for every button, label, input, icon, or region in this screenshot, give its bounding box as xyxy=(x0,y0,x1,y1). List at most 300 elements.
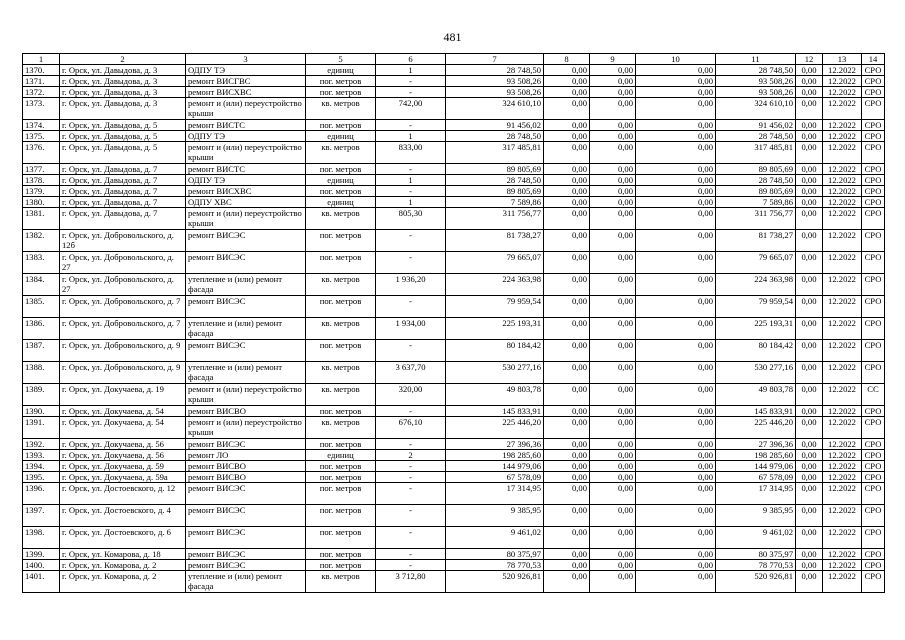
total-cost-cell: 530 277,16 xyxy=(446,362,544,384)
total-cost-cell: 224 363,98 xyxy=(446,274,544,296)
unit-cost-cell: 0,00 xyxy=(796,472,823,483)
cost-fund-cell: 0,00 xyxy=(544,175,590,186)
row-number-cell: 1393. xyxy=(23,450,60,461)
row-number-cell: 1371. xyxy=(23,76,60,87)
cost-fund-cell: 0,00 xyxy=(544,120,590,131)
cost-budget-region-cell: 0,00 xyxy=(590,527,636,549)
cost-fund-cell: 0,00 xyxy=(544,87,590,98)
table-body xyxy=(23,65,885,593)
cost-budget-region-cell: 0,00 xyxy=(590,560,636,571)
completion-date-cell: 12.2022 xyxy=(823,571,862,593)
table-row xyxy=(23,186,885,197)
row-number-cell: 1381. xyxy=(23,208,60,230)
cost-fund-cell: 0,00 xyxy=(544,186,590,197)
row-number-cell: 1383. xyxy=(23,252,60,274)
unit-cost-cell: 0,00 xyxy=(796,450,823,461)
cost-budget-region-cell: 0,00 xyxy=(590,439,636,450)
unit-cell: пог. метров xyxy=(306,252,376,274)
completion-date-cell: 12.2022 xyxy=(823,98,862,120)
address-cell: г. Орск, ул. Давыдова, д. 7 xyxy=(60,175,186,186)
unit-cell: пог. метров xyxy=(306,186,376,197)
row-number-cell: 1387. xyxy=(23,340,60,362)
quantity-cell: - xyxy=(376,439,446,450)
cost-owners-funds-cell: 27 396,36 xyxy=(716,439,796,450)
work-type-cell: ремонт ВИСГВС xyxy=(186,76,306,87)
address-cell: г. Орск, ул. Добровольского, д. 7 xyxy=(60,318,186,340)
quantity-cell: - xyxy=(376,527,446,549)
unit-cost-cell: 0,00 xyxy=(796,208,823,230)
completion-date-cell: 12.2022 xyxy=(823,87,862,98)
source-type-cell: СРО xyxy=(862,98,885,120)
quantity-cell: - xyxy=(376,505,446,527)
table-row xyxy=(23,131,885,142)
unit-cost-cell: 0,00 xyxy=(796,505,823,527)
source-type-cell: СРО xyxy=(862,527,885,549)
cost-budget-local-cell: 0,00 xyxy=(636,439,716,450)
table-row xyxy=(23,98,885,120)
cost-fund-cell: 0,00 xyxy=(544,76,590,87)
source-type-cell: СРО xyxy=(862,505,885,527)
quantity-cell: 1 xyxy=(376,65,446,76)
row-number-cell: 1385. xyxy=(23,296,60,318)
completion-date-cell: 12.2022 xyxy=(823,76,862,87)
unit-cost-cell: 0,00 xyxy=(796,318,823,340)
total-cost-cell: 28 748,50 xyxy=(446,131,544,142)
cost-fund-cell: 0,00 xyxy=(544,384,590,406)
unit-cell: пог. метров xyxy=(306,505,376,527)
quantity-cell: 3 637,70 xyxy=(376,362,446,384)
completion-date-cell: 12.2022 xyxy=(823,197,862,208)
unit-cost-cell: 0,00 xyxy=(796,164,823,175)
cost-fund-cell: 0,00 xyxy=(544,439,590,450)
cost-budget-local-cell: 0,00 xyxy=(636,164,716,175)
source-type-cell: СРО xyxy=(862,87,885,98)
total-cost-cell: 9 461,02 xyxy=(446,527,544,549)
source-type-cell: СРО xyxy=(862,252,885,274)
unit-cost-cell: 0,00 xyxy=(796,197,823,208)
row-number-cell: 1396. xyxy=(23,483,60,505)
completion-date-cell: 12.2022 xyxy=(823,560,862,571)
quantity-cell: 833,00 xyxy=(376,142,446,164)
cost-owners-funds-cell: 89 805,69 xyxy=(716,186,796,197)
quantity-cell: 2 xyxy=(376,450,446,461)
quantity-cell: - xyxy=(376,76,446,87)
address-cell: г. Орск, ул. Давыдова, д. 5 xyxy=(60,131,186,142)
cost-owners-funds-cell: 520 926,81 xyxy=(716,571,796,593)
source-type-cell: СРО xyxy=(862,318,885,340)
table-row xyxy=(23,197,885,208)
table-row xyxy=(23,461,885,472)
row-number-cell: 1376. xyxy=(23,142,60,164)
quantity-cell: - xyxy=(376,560,446,571)
cost-budget-local-cell: 0,00 xyxy=(636,296,716,318)
work-type-cell: ремонт ВИСЭС xyxy=(186,252,306,274)
page-number: 481 xyxy=(443,30,462,44)
table-row xyxy=(23,505,885,527)
source-type-cell: СРО xyxy=(862,571,885,593)
completion-date-cell: 12.2022 xyxy=(823,274,862,296)
unit-cell: пог. метров xyxy=(306,164,376,175)
cost-budget-region-cell: 0,00 xyxy=(590,384,636,406)
unit-cell: единиц xyxy=(306,450,376,461)
source-type-cell: СРО xyxy=(862,560,885,571)
source-type-cell: СС xyxy=(862,384,885,406)
cost-budget-region-cell: 0,00 xyxy=(590,450,636,461)
column-number: 5 xyxy=(306,54,376,65)
completion-date-cell: 12.2022 xyxy=(823,461,862,472)
completion-date-cell: 12.2022 xyxy=(823,252,862,274)
work-type-cell: ремонт ВИСЭС xyxy=(186,527,306,549)
total-cost-cell: 198 285,60 xyxy=(446,450,544,461)
quantity-cell: - xyxy=(376,296,446,318)
cost-fund-cell: 0,00 xyxy=(544,142,590,164)
cost-owners-funds-cell: 9 385,95 xyxy=(716,505,796,527)
address-cell: г. Орск, ул. Комарова, д. 2 xyxy=(60,560,186,571)
work-type-cell: утепление и (или) ремонт фасада xyxy=(186,362,306,384)
unit-cell: пог. метров xyxy=(306,483,376,505)
work-type-cell: ремонт ЛО xyxy=(186,450,306,461)
row-number-cell: 1374. xyxy=(23,120,60,131)
unit-cost-cell: 0,00 xyxy=(796,483,823,505)
cost-fund-cell: 0,00 xyxy=(544,461,590,472)
quantity-cell: - xyxy=(376,230,446,252)
cost-owners-funds-cell: 225 193,31 xyxy=(716,318,796,340)
unit-cell: пог. метров xyxy=(306,527,376,549)
cost-budget-local-cell: 0,00 xyxy=(636,131,716,142)
total-cost-cell: 317 485,81 xyxy=(446,142,544,164)
total-cost-cell: 80 375,97 xyxy=(446,549,544,560)
row-number-cell: 1391. xyxy=(23,417,60,439)
unit-cell: кв. метров xyxy=(306,318,376,340)
address-cell: г. Орск, ул. Добровольского, д. 9 xyxy=(60,362,186,384)
address-cell: г. Орск, ул. Комарова, д. 18 xyxy=(60,549,186,560)
total-cost-cell: 9 385,95 xyxy=(446,505,544,527)
unit-cell: кв. метров xyxy=(306,571,376,593)
quantity-cell: 805,30 xyxy=(376,208,446,230)
total-cost-cell: 520 926,81 xyxy=(446,571,544,593)
table-row xyxy=(23,472,885,483)
address-cell: г. Орск, ул. Достоевского, д. 12 xyxy=(60,483,186,505)
cost-budget-region-cell: 0,00 xyxy=(590,76,636,87)
address-cell: г. Орск, ул. Давыдова, д. 5 xyxy=(60,142,186,164)
source-type-cell: СРО xyxy=(862,461,885,472)
address-cell: г. Орск, ул. Давыдова, д. 7 xyxy=(60,186,186,197)
source-type-cell: СРО xyxy=(862,362,885,384)
row-number-cell: 1392. xyxy=(23,439,60,450)
cost-fund-cell: 0,00 xyxy=(544,340,590,362)
unit-cell: пог. метров xyxy=(306,406,376,417)
cost-budget-local-cell: 0,00 xyxy=(636,472,716,483)
cost-budget-region-cell: 0,00 xyxy=(590,505,636,527)
cost-budget-region-cell: 0,00 xyxy=(590,318,636,340)
unit-cost-cell: 0,00 xyxy=(796,76,823,87)
cost-budget-local-cell: 0,00 xyxy=(636,142,716,164)
unit-cost-cell: 0,00 xyxy=(796,439,823,450)
address-cell: г. Орск, ул. Комарова, д. 2 xyxy=(60,571,186,593)
source-type-cell: СРО xyxy=(862,450,885,461)
quantity-cell: 742,00 xyxy=(376,98,446,120)
unit-cost-cell: 0,00 xyxy=(796,252,823,274)
unit-cell: единиц xyxy=(306,65,376,76)
unit-cell: пог. метров xyxy=(306,461,376,472)
unit-cell: пог. метров xyxy=(306,120,376,131)
row-number-cell: 1379. xyxy=(23,186,60,197)
quantity-cell: 1 936,20 xyxy=(376,274,446,296)
address-cell: г. Орск, ул. Давыдова, д. 7 xyxy=(60,208,186,230)
cost-budget-local-cell: 0,00 xyxy=(636,208,716,230)
total-cost-cell: 28 748,50 xyxy=(446,175,544,186)
table-row xyxy=(23,318,885,340)
cost-fund-cell: 0,00 xyxy=(544,505,590,527)
quantity-cell: 1 xyxy=(376,197,446,208)
completion-date-cell: 12.2022 xyxy=(823,417,862,439)
completion-date-cell: 12.2022 xyxy=(823,406,862,417)
row-number-cell: 1377. xyxy=(23,164,60,175)
completion-date-cell: 12.2022 xyxy=(823,549,862,560)
address-cell: г. Орск, ул. Давыдова, д. 3 xyxy=(60,65,186,76)
cost-owners-funds-cell: 89 805,69 xyxy=(716,164,796,175)
unit-cell: единиц xyxy=(306,197,376,208)
row-number-cell: 1397. xyxy=(23,505,60,527)
cost-fund-cell: 0,00 xyxy=(544,483,590,505)
work-type-cell: ОДПУ ХВС xyxy=(186,197,306,208)
cost-owners-funds-cell: 9 461,02 xyxy=(716,527,796,549)
work-type-cell: ремонт ВИСЭС xyxy=(186,296,306,318)
row-number-cell: 1390. xyxy=(23,406,60,417)
cost-owners-funds-cell: 49 803,78 xyxy=(716,384,796,406)
completion-date-cell: 12.2022 xyxy=(823,142,862,164)
cost-budget-region-cell: 0,00 xyxy=(590,296,636,318)
cost-owners-funds-cell: 28 748,50 xyxy=(716,175,796,186)
total-cost-cell: 17 314,95 xyxy=(446,483,544,505)
work-type-cell: ремонт ВИСВО xyxy=(186,461,306,472)
cost-owners-funds-cell: 7 589,86 xyxy=(716,197,796,208)
cost-budget-local-cell: 0,00 xyxy=(636,318,716,340)
unit-cell: кв. метров xyxy=(306,142,376,164)
work-type-cell: ремонт и (или) переустройство крыши xyxy=(186,417,306,439)
total-cost-cell: 93 508,26 xyxy=(446,76,544,87)
row-number-cell: 1395. xyxy=(23,472,60,483)
cost-owners-funds-cell: 80 375,97 xyxy=(716,549,796,560)
cost-budget-region-cell: 0,00 xyxy=(590,120,636,131)
table-row xyxy=(23,527,885,549)
table-row xyxy=(23,175,885,186)
cost-budget-local-cell: 0,00 xyxy=(636,406,716,417)
work-type-cell: ремонт ВИСЭС xyxy=(186,560,306,571)
source-type-cell: СРО xyxy=(862,131,885,142)
address-cell: г. Орск, ул. Достоевского, д. 6 xyxy=(60,527,186,549)
row-number-cell: 1394. xyxy=(23,461,60,472)
unit-cost-cell: 0,00 xyxy=(796,230,823,252)
work-type-cell: ремонт ВИСХВС xyxy=(186,87,306,98)
unit-cost-cell: 0,00 xyxy=(796,549,823,560)
work-type-cell: утепление и (или) ремонт фасада xyxy=(186,571,306,593)
unit-cost-cell: 0,00 xyxy=(796,142,823,164)
address-cell: г. Орск, ул. Давыдова, д. 7 xyxy=(60,164,186,175)
address-cell: г. Орск, ул. Добровольского, д. 12б xyxy=(60,230,186,252)
cost-owners-funds-cell: 79 665,07 xyxy=(716,252,796,274)
total-cost-cell: 145 833,91 xyxy=(446,406,544,417)
completion-date-cell: 12.2022 xyxy=(823,120,862,131)
cost-budget-local-cell: 0,00 xyxy=(636,65,716,76)
table-row xyxy=(23,274,885,296)
table-row xyxy=(23,76,885,87)
total-cost-cell: 144 979,06 xyxy=(446,461,544,472)
work-type-cell: ремонт ВИСВО xyxy=(186,472,306,483)
work-type-cell: ремонт ВИСХВС xyxy=(186,186,306,197)
unit-cell: пог. метров xyxy=(306,549,376,560)
address-cell: г. Орск, ул. Давыдова, д. 3 xyxy=(60,98,186,120)
cost-owners-funds-cell: 145 833,91 xyxy=(716,406,796,417)
completion-date-cell: 12.2022 xyxy=(823,65,862,76)
work-type-cell: ремонт ВИСТС xyxy=(186,120,306,131)
cost-budget-local-cell: 0,00 xyxy=(636,527,716,549)
unit-cell: кв. метров xyxy=(306,274,376,296)
cost-owners-funds-cell: 78 770,53 xyxy=(716,560,796,571)
cost-budget-local-cell: 0,00 xyxy=(636,450,716,461)
table-row xyxy=(23,560,885,571)
cost-budget-region-cell: 0,00 xyxy=(590,65,636,76)
unit-cost-cell: 0,00 xyxy=(796,65,823,76)
unit-cell: единиц xyxy=(306,175,376,186)
address-cell: г. Орск, ул. Докучаева, д. 54 xyxy=(60,406,186,417)
quantity-cell: 1 xyxy=(376,131,446,142)
work-type-cell: ремонт ВИСЭС xyxy=(186,483,306,505)
address-cell: г. Орск, ул. Добровольского, д. 9 xyxy=(60,340,186,362)
quantity-cell: - xyxy=(376,186,446,197)
row-number-cell: 1388. xyxy=(23,362,60,384)
total-cost-cell: 7 589,86 xyxy=(446,197,544,208)
row-number-cell: 1370. xyxy=(23,65,60,76)
cost-budget-region-cell: 0,00 xyxy=(590,461,636,472)
cost-owners-funds-cell: 91 456,02 xyxy=(716,120,796,131)
unit-cost-cell: 0,00 xyxy=(796,417,823,439)
unit-cost-cell: 0,00 xyxy=(796,461,823,472)
cost-owners-funds-cell: 198 285,60 xyxy=(716,450,796,461)
source-type-cell: СРО xyxy=(862,208,885,230)
cost-owners-funds-cell: 81 738,27 xyxy=(716,230,796,252)
row-number-cell: 1373. xyxy=(23,98,60,120)
total-cost-cell: 80 184,42 xyxy=(446,340,544,362)
cost-budget-local-cell: 0,00 xyxy=(636,483,716,505)
completion-date-cell: 12.2022 xyxy=(823,186,862,197)
unit-cell: пог. метров xyxy=(306,87,376,98)
cost-fund-cell: 0,00 xyxy=(544,197,590,208)
total-cost-cell: 81 738,27 xyxy=(446,230,544,252)
quantity-cell: - xyxy=(376,120,446,131)
total-cost-cell: 79 665,07 xyxy=(446,252,544,274)
table-row xyxy=(23,483,885,505)
table-row xyxy=(23,384,885,406)
address-cell: г. Орск, ул. Докучаева, д. 54 xyxy=(60,417,186,439)
cost-fund-cell: 0,00 xyxy=(544,560,590,571)
row-number-cell: 1400. xyxy=(23,560,60,571)
work-type-cell: ОДПУ ТЭ xyxy=(186,175,306,186)
total-cost-cell: 27 396,36 xyxy=(446,439,544,450)
total-cost-cell: 225 193,31 xyxy=(446,318,544,340)
unit-cell: кв. метров xyxy=(306,384,376,406)
cost-budget-local-cell: 0,00 xyxy=(636,98,716,120)
row-number-cell: 1375. xyxy=(23,131,60,142)
unit-cost-cell: 0,00 xyxy=(796,560,823,571)
quantity-cell: - xyxy=(376,164,446,175)
completion-date-cell: 12.2022 xyxy=(823,472,862,483)
unit-cell: единиц xyxy=(306,131,376,142)
cost-owners-funds-cell: 28 748,50 xyxy=(716,131,796,142)
cost-budget-region-cell: 0,00 xyxy=(590,142,636,164)
source-type-cell: СРО xyxy=(862,197,885,208)
table-header xyxy=(23,54,885,65)
cost-budget-region-cell: 0,00 xyxy=(590,230,636,252)
cost-owners-funds-cell: 225 446,20 xyxy=(716,417,796,439)
completion-date-cell: 12.2022 xyxy=(823,527,862,549)
total-cost-cell: 78 770,53 xyxy=(446,560,544,571)
source-type-cell: СРО xyxy=(862,296,885,318)
table-row xyxy=(23,65,885,76)
cost-owners-funds-cell: 67 578,09 xyxy=(716,472,796,483)
cost-fund-cell: 0,00 xyxy=(544,274,590,296)
row-number-cell: 1372. xyxy=(23,87,60,98)
source-type-cell: СРО xyxy=(862,164,885,175)
table-row xyxy=(23,340,885,362)
column-number: 1 xyxy=(23,54,60,65)
cost-fund-cell: 0,00 xyxy=(544,65,590,76)
unit-cost-cell: 0,00 xyxy=(796,340,823,362)
cost-fund-cell: 0,00 xyxy=(544,362,590,384)
capital-repair-register-table xyxy=(22,53,885,593)
table-row xyxy=(23,417,885,439)
source-type-cell: СРО xyxy=(862,175,885,186)
table-row xyxy=(23,87,885,98)
cost-budget-local-cell: 0,00 xyxy=(636,230,716,252)
unit-cost-cell: 0,00 xyxy=(796,131,823,142)
cost-budget-local-cell: 0,00 xyxy=(636,384,716,406)
source-type-cell: СРО xyxy=(862,65,885,76)
column-number: 11 xyxy=(716,54,796,65)
cost-budget-region-cell: 0,00 xyxy=(590,252,636,274)
unit-cost-cell: 0,00 xyxy=(796,362,823,384)
source-type-cell: СРО xyxy=(862,76,885,87)
total-cost-cell: 225 446,20 xyxy=(446,417,544,439)
unit-cell: пог. метров xyxy=(306,560,376,571)
work-type-cell: ремонт и (или) переустройство крыши xyxy=(186,98,306,120)
cost-budget-region-cell: 0,00 xyxy=(590,98,636,120)
unit-cell: пог. метров xyxy=(306,76,376,87)
unit-cell: пог. метров xyxy=(306,296,376,318)
address-cell: г. Орск, ул. Докучаева, д. 56 xyxy=(60,439,186,450)
quantity-cell: - xyxy=(376,461,446,472)
column-number: 10 xyxy=(636,54,716,65)
cost-owners-funds-cell: 79 959,54 xyxy=(716,296,796,318)
address-cell: г. Орск, ул. Докучаева, д. 59 xyxy=(60,461,186,472)
cost-fund-cell: 0,00 xyxy=(544,571,590,593)
cost-budget-local-cell: 0,00 xyxy=(636,571,716,593)
completion-date-cell: 12.2022 xyxy=(823,131,862,142)
source-type-cell: СРО xyxy=(862,406,885,417)
column-number: 12 xyxy=(796,54,823,65)
column-number: 13 xyxy=(823,54,862,65)
address-cell: г. Орск, ул. Добровольского, д. 27 xyxy=(60,252,186,274)
total-cost-cell: 311 756,77 xyxy=(446,208,544,230)
unit-cell: пог. метров xyxy=(306,439,376,450)
cost-budget-local-cell: 0,00 xyxy=(636,461,716,472)
row-number-cell: 1386. xyxy=(23,318,60,340)
cost-fund-cell: 0,00 xyxy=(544,527,590,549)
quantity-cell: - xyxy=(376,483,446,505)
total-cost-cell: 67 578,09 xyxy=(446,472,544,483)
cost-owners-funds-cell: 224 363,98 xyxy=(716,274,796,296)
quantity-cell: 3 712,80 xyxy=(376,571,446,593)
